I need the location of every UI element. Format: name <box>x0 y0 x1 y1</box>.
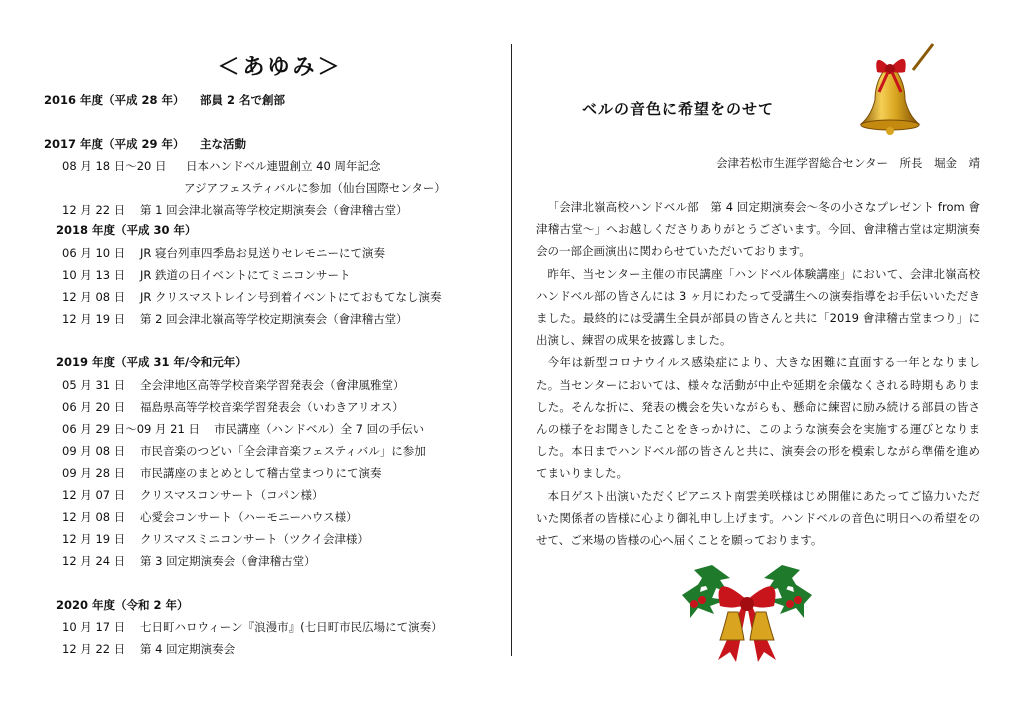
message-paragraph: 本日ゲスト出演いただくピアニスト南雲美咲様はじめ開催にあたってご協力いただいた関係者の皆様に心より御礼申し上げます。ハンドベルの音色に明日への希望をのせて、ご来場の皆様の心へ届くことを願っております。 <box>536 488 980 548</box>
event-row <box>62 641 236 657</box>
golden-bell-icon <box>853 40 938 135</box>
christmas-bells-holly-icon <box>672 560 822 665</box>
event-row <box>62 509 358 525</box>
event-date: 09 月 28 日 <box>62 466 126 480</box>
event-text: JR 寝台列車四季島お見送りセレモニーにて演奏 <box>140 246 386 260</box>
event-row <box>62 553 316 569</box>
event-text: 心愛会コンサート（ハーモニーハウス様） <box>140 510 358 524</box>
event-date: 12 月 08 日 <box>62 290 126 304</box>
event-date: 08 月 18 日〜20 日 <box>62 159 167 173</box>
column-divider <box>511 44 512 656</box>
event-date: 12 月 19 日 <box>62 312 126 326</box>
event-text: アジアフェスティバルに参加（仙台国際センター） <box>184 181 446 195</box>
event-text: 全会津地区高等学校音楽学習発表会（會津風雅堂） <box>140 378 405 392</box>
event-row <box>62 202 408 218</box>
event-text: 第 3 回定期演奏会（會津稽古堂） <box>140 554 316 568</box>
event-date: 10 月 17 日 <box>62 620 126 634</box>
year-2016-heading: 2016 年度（平成 28 年） <box>44 93 185 107</box>
event-text: 七日町ハロウィーン『浪漫市』(七日町市民広場にて演奏） <box>140 620 443 634</box>
event-date: 06 月 10 日 <box>62 246 126 260</box>
event-text: 市民講座（ハンドベル）全 7 回の手伝い <box>214 422 425 436</box>
year-2017-heading: 2017 年度（平成 29 年） <box>44 137 185 151</box>
event-row <box>62 619 443 635</box>
event-text: クリスマスミニコンサート（ツクイ会津様） <box>140 532 369 546</box>
event-date: 12 月 22 日 <box>62 642 126 656</box>
year-2016-note: 部員 2 名で創部 <box>200 93 286 107</box>
event-date: 12 月 24 日 <box>62 554 126 568</box>
event-row <box>62 399 404 415</box>
year-2018-heading: 2018 年度（平成 30 年） <box>56 223 197 237</box>
message-paragraph: 今年は新型コロナウイルス感染症により、大きな困難に直面する一年となりました。当センターにおいては、様々な活動が中止や延期を余儀なくされる時期もありました。そんな折に、発表の機会を失いながらも、懸命に練習に励み続ける部員の皆さんの様子をお聞きしたことをきっかけに、このような演奏会を実施する運びとなりました。本日までハンドベル部の皆さんと共に、演奏会の形を模索しながら準備を進めてまいりました。 <box>536 355 980 481</box>
message-body <box>536 196 980 551</box>
event-row <box>62 443 426 459</box>
event-date: 12 月 22 日 <box>62 203 126 217</box>
event-date: 06 月 29 日〜09 月 21 日 <box>62 422 200 436</box>
event-text: 第 1 回会津北嶺高等学校定期演奏会（會津稽古堂） <box>140 203 408 217</box>
year-2019-heading: 2019 年度（平成 31 年/令和元年） <box>56 355 247 369</box>
event-date: 05 月 31 日 <box>62 378 126 392</box>
event-date: 12 月 07 日 <box>62 488 126 502</box>
event-date: 10 月 13 日 <box>62 268 126 282</box>
event-row <box>62 267 351 283</box>
event-row <box>62 158 381 174</box>
event-text: 福島県高等学校音楽学習発表会（いわきアリオス） <box>140 400 404 414</box>
event-text: 市民音楽のつどい「全会津音楽フェスティバル」に参加 <box>140 444 426 458</box>
event-row <box>62 245 386 261</box>
event-date: 12 月 08 日 <box>62 510 126 524</box>
event-text: JR 鉄道の日イベントにてミニコンサート <box>140 268 351 282</box>
event-row <box>62 377 405 393</box>
event-row <box>62 465 382 481</box>
event-text: クリスマスコンサート（コパン様） <box>140 488 324 502</box>
event-date: 06 月 20 日 <box>62 400 126 414</box>
event-text: 第 4 回定期演奏会 <box>140 642 236 656</box>
event-text: 日本ハンドベル連盟創立 40 周年記念 <box>186 159 381 173</box>
event-text: JR クリスマストレイン号到着イベントにておもてなし演奏 <box>140 290 442 304</box>
event-text: 市民講座のまとめとして稽古堂まつりにて演奏 <box>140 466 382 480</box>
event-text: 第 2 回会津北嶺高等学校定期演奏会（會津稽古堂） <box>140 312 408 326</box>
message-title: ベルの音色に希望をのせて <box>582 100 775 118</box>
event-date: 12 月 19 日 <box>62 532 126 546</box>
event-row <box>62 421 425 437</box>
event-row <box>62 531 369 547</box>
message-author: 会津若松市生涯学習総合センター 所長 堀金 靖 <box>715 156 980 170</box>
year-2017-sub: 主な活動 <box>200 137 246 151</box>
message-paragraph: 昨年、当センター主催の市民講座「ハンドベル体験講座」において、会津北嶺高校ハンドベル部の皆さんには 3 ヶ月にわたって受講生への演奏指導をお手伝いいただきました。最終的には受講生全員が部員の皆さんと共に「2019 會津稽古堂まつり」に出演し、練習の成果を披露しました。 <box>536 266 980 348</box>
event-row <box>62 487 324 503</box>
message-paragraph: 「会津北嶺高校ハンドベル部 第 4 回定期演奏会〜冬の小さなプレゼント from 會津稽古堂〜」へお越しくださりありがとうございます。今回、會津稽古堂は定期演奏会の一部企画演出に関わらせていただいております。 <box>536 200 980 259</box>
event-row <box>62 289 442 305</box>
year-2020-heading: 2020 年度（令和 2 年） <box>56 598 189 612</box>
event-date: 09 月 08 日 <box>62 444 126 458</box>
event-row <box>62 311 408 327</box>
event-row <box>184 180 446 196</box>
history-title: ＜あゆみ＞ <box>217 55 343 80</box>
